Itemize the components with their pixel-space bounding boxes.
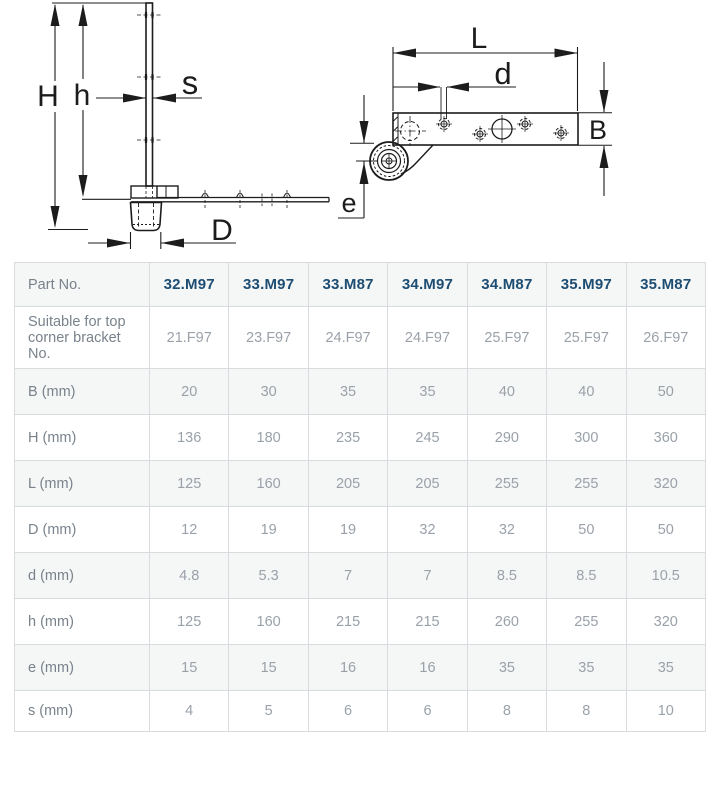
- hinge-knuckle: [394, 113, 399, 145]
- technical-drawing: [0, 0, 720, 258]
- cell-value: 8: [467, 691, 546, 732]
- center-hole: [488, 115, 516, 143]
- roller-side-view: [131, 203, 162, 231]
- cell-value: 25.F97: [467, 307, 546, 369]
- row-label: Suitable for top corner bracket No.: [15, 307, 150, 369]
- row-label: D (mm): [15, 507, 150, 553]
- table-row-D: [15, 507, 706, 553]
- plate-edge: [131, 198, 329, 202]
- cell-value: 24.F97: [388, 307, 467, 369]
- cell-value: 25.F97: [547, 307, 626, 369]
- right-view: [338, 22, 612, 218]
- cell-value: 35: [547, 645, 626, 691]
- cell-value: 160: [229, 461, 308, 507]
- bracket-plate-outline: [393, 113, 578, 145]
- cell-value: 24.F97: [308, 307, 387, 369]
- part-number: 33.M87: [308, 263, 387, 307]
- cell-value: 8.5: [467, 553, 546, 599]
- dim-L: [393, 47, 578, 111]
- cell-value: 215: [308, 599, 387, 645]
- cell-value: 50: [626, 507, 705, 553]
- cell-value: 4.8: [150, 553, 229, 599]
- cell-value: 32: [388, 507, 467, 553]
- cell-value: 320: [626, 461, 705, 507]
- cell-value: 5.3: [229, 553, 308, 599]
- table-row-h: [15, 599, 706, 645]
- cell-value: 255: [547, 461, 626, 507]
- cell-value: 300: [547, 415, 626, 461]
- cell-value: 35: [388, 369, 467, 415]
- collar-block: [131, 186, 178, 198]
- cell-value: 40: [547, 369, 626, 415]
- part-number: 35.M97: [547, 263, 626, 307]
- cell-value: 320: [626, 599, 705, 645]
- cell-value: 16: [308, 645, 387, 691]
- cell-value: 4: [150, 691, 229, 732]
- cell-value: 205: [388, 461, 467, 507]
- cell-value: 290: [467, 415, 546, 461]
- table-row-part-no: [15, 263, 706, 307]
- dim-L-label: L: [470, 22, 488, 55]
- table-row-s: [15, 691, 706, 732]
- cell-value: 235: [308, 415, 387, 461]
- cell-value: 5: [229, 691, 308, 732]
- table-row-B: [15, 369, 706, 415]
- cell-value: 205: [308, 461, 387, 507]
- row-label: e (mm): [15, 645, 150, 691]
- pivot-hole: [395, 116, 426, 146]
- cell-value: 215: [388, 599, 467, 645]
- cell-value: 12: [150, 507, 229, 553]
- cell-value: 32: [467, 507, 546, 553]
- cell-value: 7: [308, 553, 387, 599]
- part-number: 32.M97: [150, 263, 229, 307]
- table-row-bracket: [15, 307, 706, 369]
- cell-value: 50: [547, 507, 626, 553]
- cell-value: 19: [308, 507, 387, 553]
- row-label: L (mm): [15, 461, 150, 507]
- cell-value: 35: [467, 645, 546, 691]
- part-number: 33.M97: [229, 263, 308, 307]
- row-label: B (mm): [15, 369, 150, 415]
- dim-s-label: s: [181, 64, 199, 101]
- row-label: s (mm): [15, 691, 150, 732]
- part-number: 35.M87: [626, 263, 705, 307]
- dim-e-label: e: [341, 188, 357, 218]
- cell-value: 7: [388, 553, 467, 599]
- left-view: [37, 3, 329, 249]
- cell-value: 30: [229, 369, 308, 415]
- table-row-d: [15, 553, 706, 599]
- row-label: Part No.: [15, 263, 150, 307]
- cell-value: 10.5: [626, 553, 705, 599]
- cell-value: 23.F97: [229, 307, 308, 369]
- cell-value: 125: [150, 461, 229, 507]
- cell-value: 180: [229, 415, 308, 461]
- pin-bar-outline: [146, 3, 153, 186]
- cell-value: 50: [626, 369, 705, 415]
- cell-value: 10: [626, 691, 705, 732]
- cell-value: 360: [626, 415, 705, 461]
- spec-table: [14, 262, 706, 732]
- cell-value: 136: [150, 415, 229, 461]
- dim-D-label: D: [211, 214, 233, 247]
- row-label: d (mm): [15, 553, 150, 599]
- table-row-e: [15, 645, 706, 691]
- cell-value: 35: [308, 369, 387, 415]
- dim-d-label: d: [494, 56, 512, 91]
- part-number: 34.M87: [467, 263, 546, 307]
- cell-value: 160: [229, 599, 308, 645]
- pin-screw-marks: [137, 12, 162, 143]
- cell-value: 6: [308, 691, 387, 732]
- dim-h-label: h: [73, 79, 91, 112]
- cell-value: 8: [547, 691, 626, 732]
- cell-value: 245: [388, 415, 467, 461]
- cell-value: 15: [229, 645, 308, 691]
- row-label: H (mm): [15, 415, 150, 461]
- cell-value: 6: [388, 691, 467, 732]
- cell-value: 255: [467, 461, 546, 507]
- cell-value: 125: [150, 599, 229, 645]
- dim-B-label: B: [588, 115, 608, 145]
- cell-value: 19: [229, 507, 308, 553]
- plate-screw-marks: [202, 190, 291, 208]
- dim-H-label: H: [37, 80, 59, 113]
- cell-value: 15: [150, 645, 229, 691]
- part-number: 34.M97: [388, 263, 467, 307]
- row-label: h (mm): [15, 599, 150, 645]
- cell-value: 8.5: [547, 553, 626, 599]
- cell-value: 40: [467, 369, 546, 415]
- cell-value: 260: [467, 599, 546, 645]
- cell-value: 21.F97: [150, 307, 229, 369]
- cell-value: 35: [626, 645, 705, 691]
- cell-value: 20: [150, 369, 229, 415]
- table-row-L: [15, 461, 706, 507]
- cell-value: 255: [547, 599, 626, 645]
- cell-value: 16: [388, 645, 467, 691]
- cell-value: 26.F97: [626, 307, 705, 369]
- table-row-H: [15, 415, 706, 461]
